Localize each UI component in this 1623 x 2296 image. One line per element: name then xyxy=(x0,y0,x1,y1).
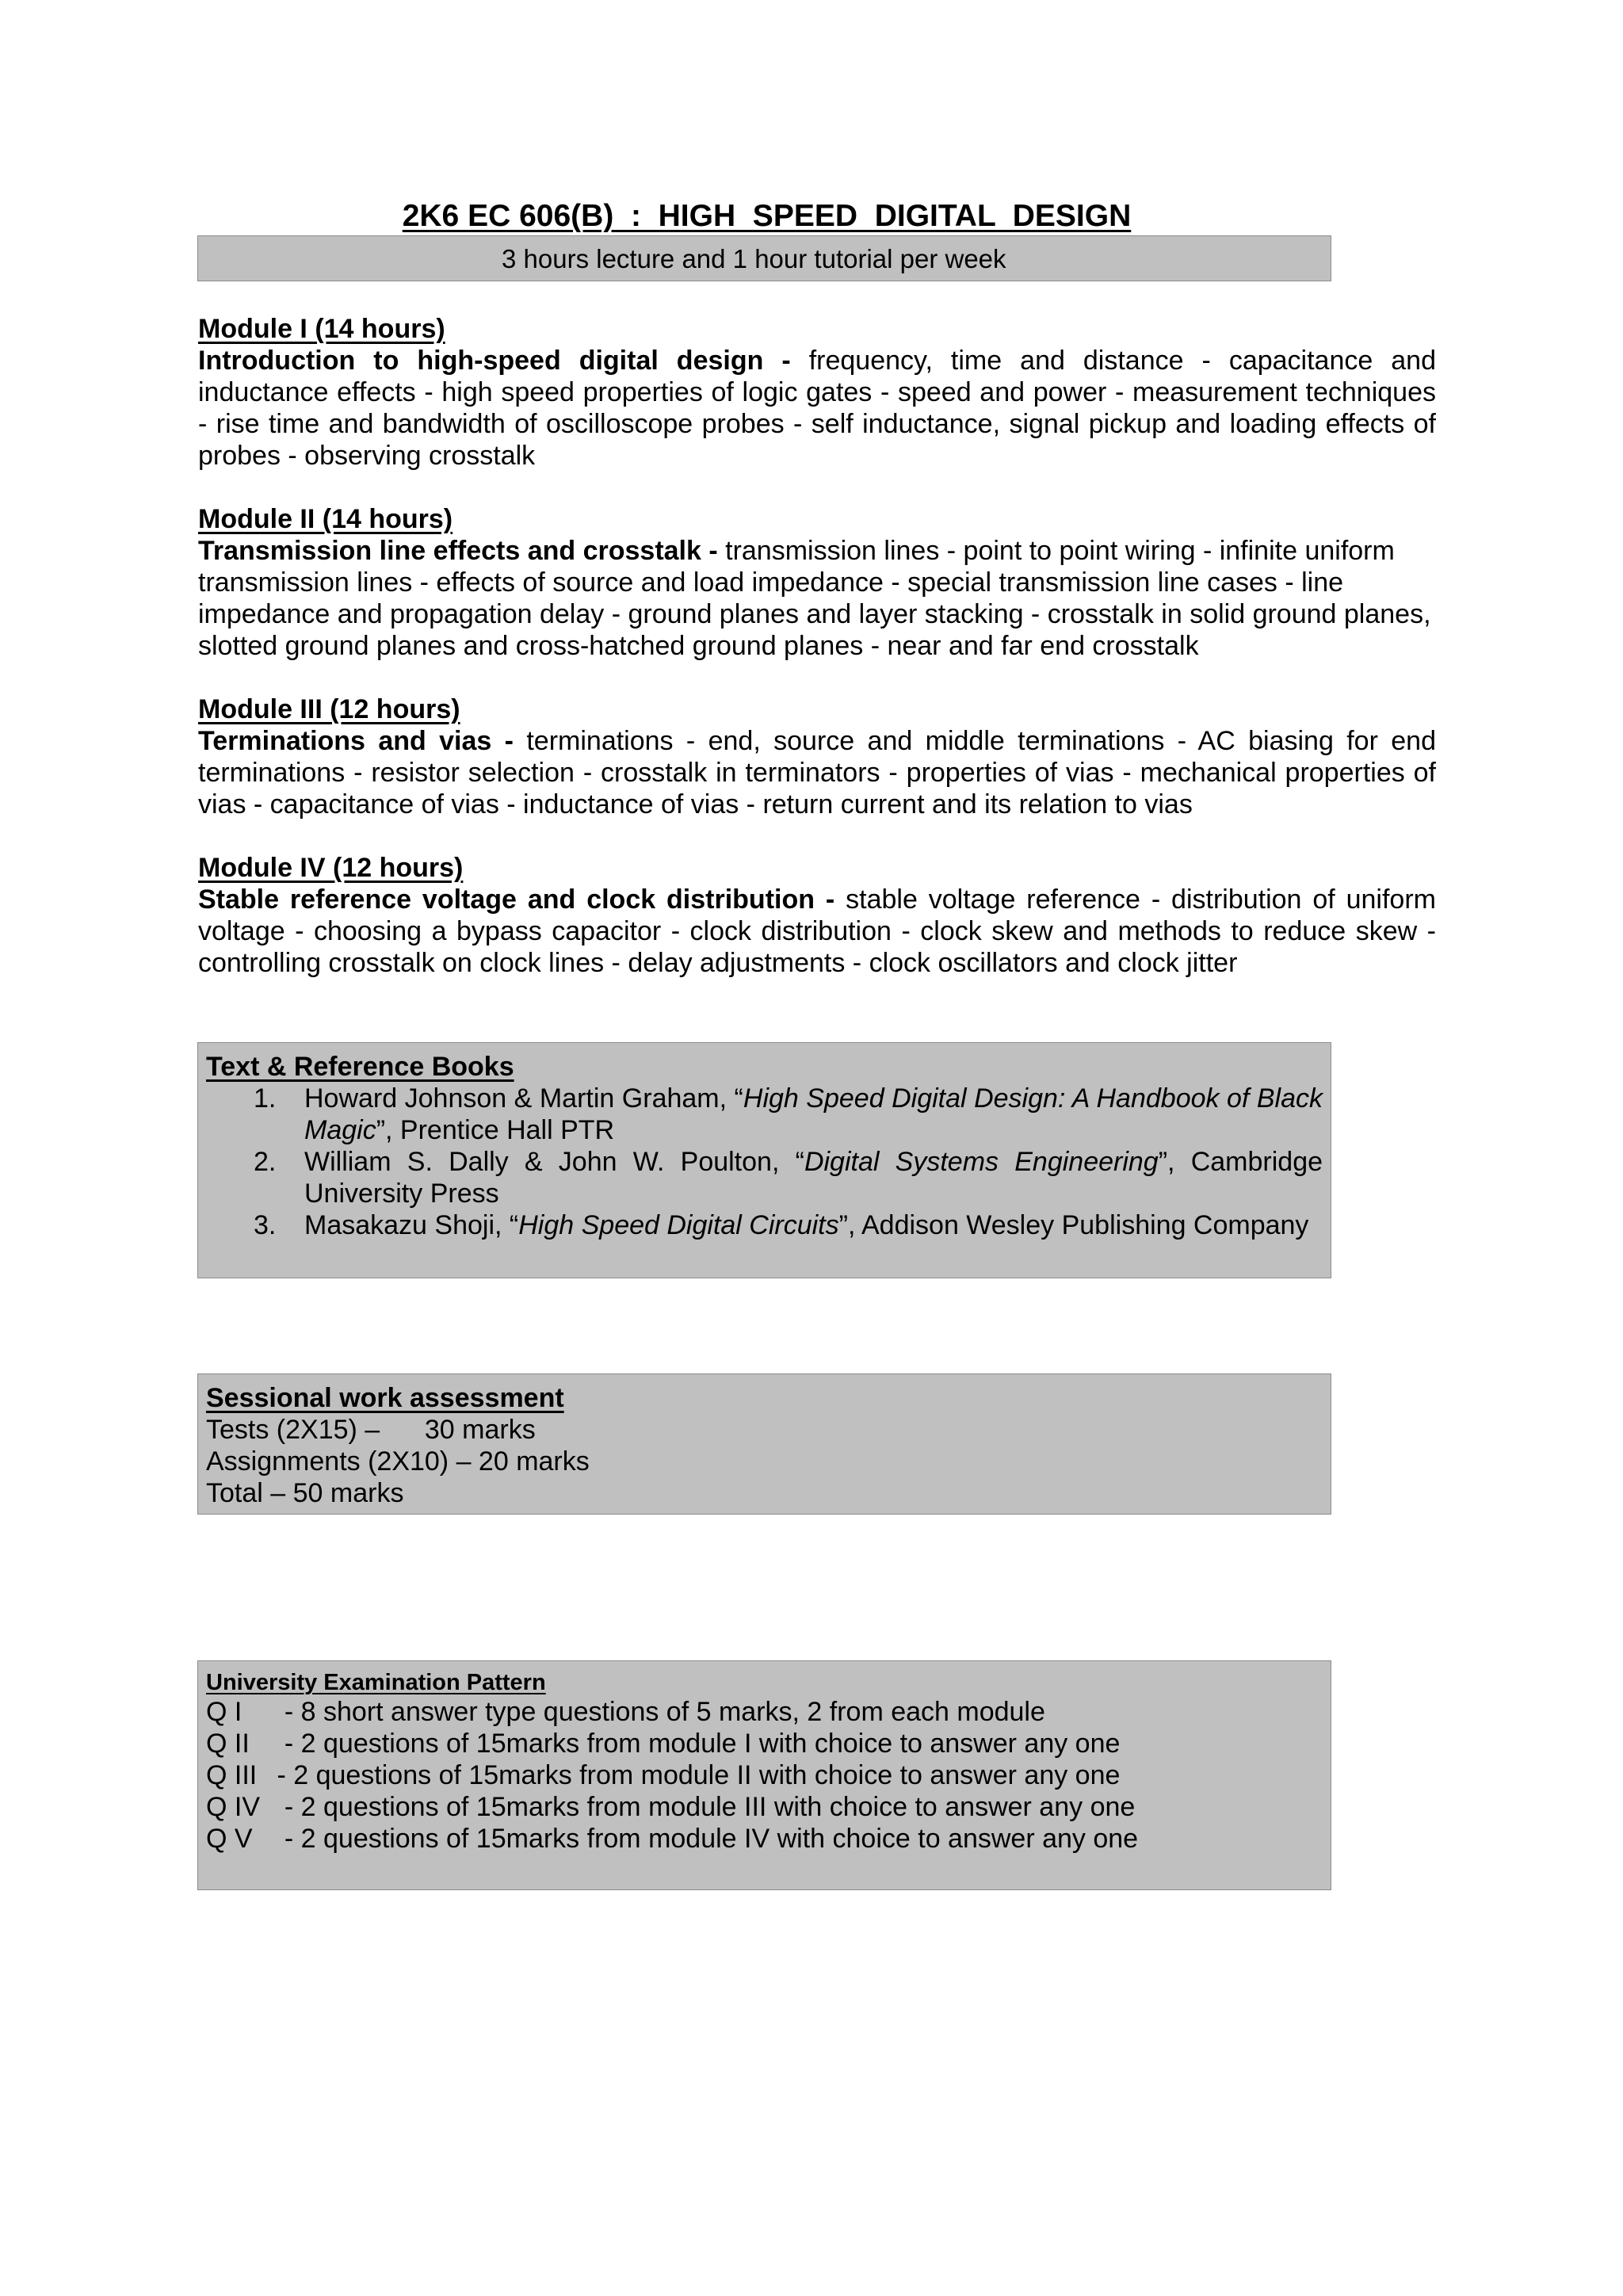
module-topics: terminations - end, source and middle terminations - AC biasing for end terminations - resistor selection - crosstalk in terminators - properties of vias - mechanical properties of vias - capacitance of vias - inductance of vias - return current and its relation to vias xyxy=(198,726,1436,819)
module-description xyxy=(198,884,1436,979)
exam-question-label: Q I xyxy=(206,1697,242,1727)
module-4 xyxy=(198,852,1436,979)
reference-list xyxy=(206,1083,1323,1241)
module-2 xyxy=(198,503,1436,662)
reference-item xyxy=(206,1209,1323,1241)
module-lead: Terminations and vias - xyxy=(198,726,514,756)
module-lead: Introduction to high-speed digital design - xyxy=(198,346,791,376)
sessional-assessment-box xyxy=(197,1373,1331,1515)
page-title: 2K6 EC 606(B) : HIGH SPEED DIGITAL DESIGN xyxy=(402,199,1132,233)
exam-pattern-heading: University Examination Pattern xyxy=(206,1670,546,1695)
hours-per-week-bar xyxy=(197,235,1331,281)
reference-item xyxy=(206,1146,1323,1209)
exam-question-row xyxy=(206,1696,1323,1728)
exam-question-text: - 2 questions of 15marks from module IV with choice to answer any one xyxy=(269,1824,1139,1854)
module-description xyxy=(198,535,1436,662)
exam-pattern-box xyxy=(197,1660,1331,1890)
module-lead: Stable reference voltage and clock distribution - xyxy=(198,884,835,915)
reference-authors: William S. Dally & John W. Poulton, “ xyxy=(304,1147,804,1177)
exam-question-text: - 2 questions of 15marks from module II with choice to answer any one xyxy=(269,1760,1121,1790)
reference-item xyxy=(206,1083,1323,1146)
exam-question-row xyxy=(206,1759,1323,1791)
module-description xyxy=(198,345,1436,472)
reference-number: 2. xyxy=(254,1147,277,1177)
module-lead: Transmission line effects and crosstalk - xyxy=(198,536,718,566)
reference-books-box xyxy=(197,1042,1331,1278)
sessional-line: Tests (2X15) – 30 marks xyxy=(206,1415,536,1445)
reference-publisher: ”, Cambridge University Press xyxy=(304,1147,1323,1209)
reference-number: 1. xyxy=(254,1083,277,1114)
module-heading: Module IV (12 hours) xyxy=(198,853,464,883)
reference-title: Digital Systems Engineering xyxy=(804,1147,1159,1177)
module-heading: Module III (12 hours) xyxy=(198,694,460,724)
exam-question-text: - 2 questions of 15marks from module III with choice to answer any one xyxy=(269,1792,1136,1822)
module-topics: transmission lines - point to point wiring - infinite uniform transmission lines - effects of source and load impedance - special transmission line cases - line impedance and propagation delay - ground planes and layer stacking - crosstalk in solid ground planes, slotted ground planes and cross-hatched ground planes - near and far end crosstalk xyxy=(198,536,1431,661)
exam-question-row xyxy=(206,1823,1323,1855)
exam-question-text: - 8 short answer type questions of 5 marks, 2 from each module xyxy=(269,1697,1045,1727)
exam-question-label: Q V xyxy=(206,1824,253,1854)
reference-publisher: ”, Addison Wesley Publishing Company xyxy=(838,1210,1309,1240)
module-description xyxy=(198,725,1436,820)
exam-question-text: - 2 questions of 15marks from module I with choice to answer any one xyxy=(269,1729,1121,1759)
reference-books-heading: Text & Reference Books xyxy=(206,1052,514,1082)
module-heading: Module I (14 hours) xyxy=(198,314,445,344)
hours-per-week-text: 3 hours lecture and 1 hour tutorial per week xyxy=(502,244,1006,273)
sessional-line: Total – 50 marks xyxy=(206,1478,404,1508)
exam-question-label: Q II xyxy=(206,1729,250,1759)
sessional-line: Assignments (2X10) – 20 marks xyxy=(206,1446,590,1477)
reference-number: 3. xyxy=(254,1210,277,1240)
reference-authors: Masakazu Shoji, “ xyxy=(304,1210,519,1240)
exam-question-label: Q III xyxy=(206,1760,258,1790)
exam-question-label: Q IV xyxy=(206,1792,261,1822)
reference-title: High Speed Digital Design: A Handbook of Black Magic xyxy=(304,1083,1323,1145)
module-topics: frequency, time and distance - capacitance and inductance effects - high speed properties of logic gates - speed and power - measurement techniques - rise time and bandwidth of oscilloscope probes - self inductance, signal pickup and loading effects of probes - observing crosstalk xyxy=(198,346,1437,471)
exam-question-row xyxy=(206,1728,1323,1759)
exam-question-row xyxy=(206,1791,1323,1823)
reference-title: High Speed Digital Circuits xyxy=(518,1210,839,1240)
module-1 xyxy=(198,313,1436,472)
module-heading: Module II (14 hours) xyxy=(198,504,453,534)
module-3 xyxy=(198,693,1436,820)
module-topics: stable voltage reference - distribution of uniform voltage - choosing a bypass capacitor - clock distribution - clock skew and methods to reduce skew - controlling crosstalk on clock lines - delay adjustments - clock oscillators and clock jitter xyxy=(198,884,1436,978)
sessional-assessment-heading: Sessional work assessment xyxy=(206,1383,564,1413)
reference-authors: Howard Johnson & Martin Graham, “ xyxy=(304,1083,743,1114)
reference-publisher: ”, Prentice Hall PTR xyxy=(376,1115,615,1145)
